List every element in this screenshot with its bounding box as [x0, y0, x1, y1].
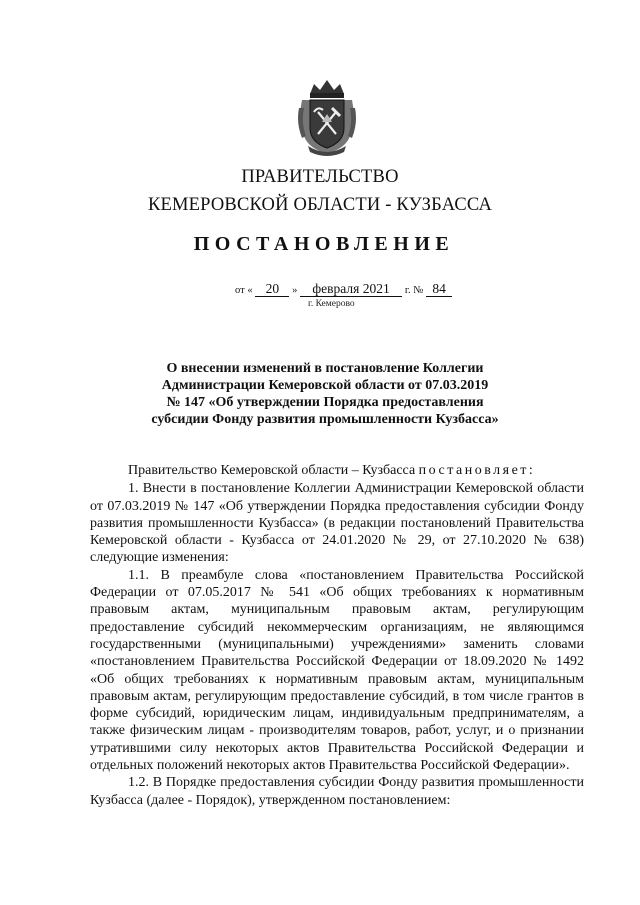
- title-line: субсидии Фонду развития промышленности Кузбасса»: [151, 412, 499, 427]
- date-day: 20: [255, 282, 289, 297]
- document-type-heading: ПОСТАНОВЛЕНИЕ: [193, 233, 455, 255]
- title-line: О внесении изменений в постановление Коллегии: [166, 361, 484, 376]
- paragraph-1: 1. Внести в постановление Коллегии Администрации Кемеровской области от 07.03.2019 № 147 «Об утверждении Порядка предоставления субсидии Фонду развития промышленности Кузбасса» (в редакции постановлений Правительства Кемеровской области - Кузбасса от 24.01.2020 № 29, от 27.10.2020 № 638) следующие изменения:: [90, 481, 584, 566]
- document-title: [95, 360, 555, 428]
- date-prefix: от «: [235, 285, 253, 296]
- document-body: [90, 462, 584, 809]
- date-year-suffix: г.: [404, 285, 411, 296]
- government-title-line1: ПРАВИТЕЛЬСТВО: [241, 167, 399, 187]
- intro-resolves: постановляет:: [418, 463, 536, 478]
- city-label: г. Кемерово: [308, 299, 355, 309]
- coat-of-arms-icon: [296, 78, 358, 156]
- date-line: [235, 282, 452, 297]
- intro-paragraph: [90, 462, 584, 479]
- number-sign: №: [413, 285, 424, 296]
- date-month-year: февраля 2021: [300, 282, 402, 297]
- intro-text: Правительство Кемеровской области – Кузбасса: [128, 463, 419, 478]
- date-mid: »: [292, 285, 298, 296]
- paragraph-1-2: 1.2. В Порядке предоставления субсидии Фонду развития промышленности Кузбасса (далее - Порядок), утвержденном постановлением:: [90, 775, 584, 808]
- document-number: 84: [426, 282, 452, 297]
- title-line: Администрации Кемеровской области от 07.03.2019: [161, 378, 489, 393]
- title-line: № 147 «Об утверждении Порядка предоставления: [166, 395, 484, 410]
- government-title-line2: КЕМЕРОВСКОЙ ОБЛАСТИ - КУЗБАССА: [147, 195, 493, 215]
- paragraph-1-1: 1.1. В преамбуле слова «постановлением Правительства Российской Федерации от 07.05.2017 № 541 «Об общих требованиях к нормативным правовым актам, муниципальным правовым актам, регулирующим предоставление субсидий некоммерческим организациям, не являющимся государственными (муниципальными) учреждениями» заменить словами «постановлением Правительства Российской Федерации от 18.09.2020 № 1492 «Об общих требованиях к нормативным правовым актам, муниципальным правовым актам, регулирующим предоставление субсидий, в том числе грантов в форме субсидий, юридическим лицам, индивидуальным предпринимателям, а также физическим лицам - производителям товаров, работ, услуг, и о признании утратившими силу некоторых актов Правительства Российской Федерации и отдельных положений некоторых актов Правительства Российской Федерации».: [90, 567, 584, 774]
